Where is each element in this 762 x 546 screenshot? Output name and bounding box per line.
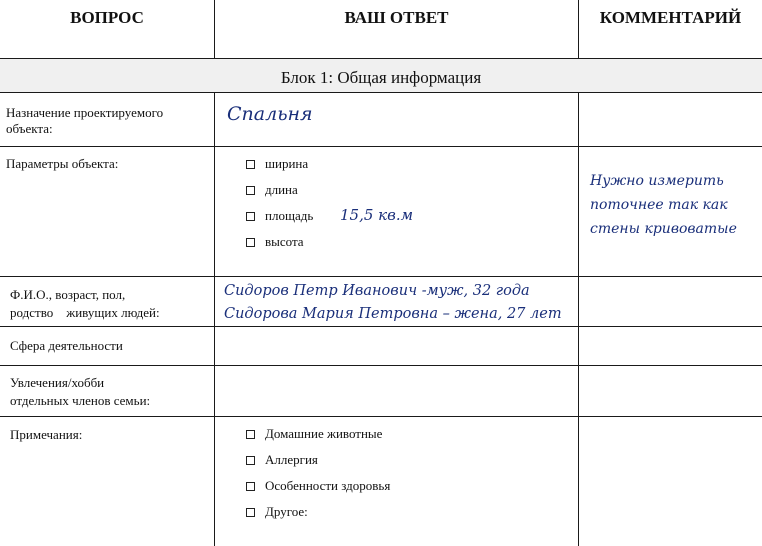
activity-label: Сфера деятельности (10, 338, 123, 353)
hobbies-label-line-2: отдельных членов семьи: (10, 393, 151, 408)
option-label: высота (265, 234, 304, 249)
option-other[interactable] (246, 504, 308, 520)
people-answer-line-2[interactable]: Сидорова Мария Петровна – жена, 27 лет (224, 306, 562, 322)
header-question: ВОПРОС (70, 8, 144, 27)
people-label-line-2: родство живущих людей: (10, 305, 160, 320)
checkbox-icon[interactable] (246, 212, 255, 221)
row-line-3 (0, 146, 762, 147)
section-title: Блок 1: Общая информация (280, 68, 482, 87)
params-comment-line-2[interactable]: поточнее так как (590, 197, 728, 213)
option-area[interactable] (246, 208, 313, 224)
checkbox-icon[interactable] (246, 238, 255, 247)
checkbox-icon[interactable] (246, 430, 255, 439)
option-label: Особенности здоровья (265, 478, 391, 493)
checkbox-icon[interactable] (246, 482, 255, 491)
people-answer-line-1[interactable]: Сидоров Петр Иванович -муж, 32 года (224, 283, 530, 299)
area-value[interactable]: 15,5 кв.м (340, 206, 414, 224)
params-label: Параметры объекта: (6, 156, 119, 171)
option-health[interactable] (246, 478, 390, 494)
checkbox-icon[interactable] (246, 508, 255, 517)
option-pets[interactable] (246, 426, 382, 442)
checkbox-icon[interactable] (246, 456, 255, 465)
option-length[interactable] (246, 182, 298, 198)
notes-label: Примечания: (10, 427, 83, 442)
option-label: Аллергия (265, 452, 318, 467)
option-label: ширина (265, 156, 309, 171)
hobbies-label-line-1: Увлечения/хобби (10, 375, 105, 390)
header-answer: ВАШ ОТВЕТ (344, 8, 449, 27)
row-line-6 (0, 365, 762, 366)
option-label: Другое: (265, 504, 308, 519)
row-line-1 (0, 58, 762, 59)
people-label-line-1: Ф.И.О., возраст, пол, (10, 287, 126, 302)
checkbox-icon[interactable] (246, 186, 255, 195)
params-comment-line-3[interactable]: стены кривоватые (590, 221, 737, 237)
checkbox-icon[interactable] (246, 160, 255, 169)
option-width[interactable] (246, 156, 308, 172)
row-line-4 (0, 276, 762, 277)
option-label: длина (265, 182, 298, 197)
row-line-2 (0, 92, 762, 93)
row-line-5 (0, 326, 762, 327)
option-label: Домашние животные (265, 426, 383, 441)
purpose-label: Назначение проектируемого объекта: (6, 105, 164, 136)
option-label: площадь (265, 208, 314, 223)
header-comment: КОММЕНТАРИЙ (599, 8, 742, 27)
row-line-7 (0, 416, 762, 417)
option-allergy[interactable] (246, 452, 318, 468)
params-comment-line-1[interactable]: Нужно измерить (590, 173, 724, 189)
option-height[interactable] (246, 234, 304, 250)
purpose-answer[interactable]: Спальня (227, 103, 313, 125)
